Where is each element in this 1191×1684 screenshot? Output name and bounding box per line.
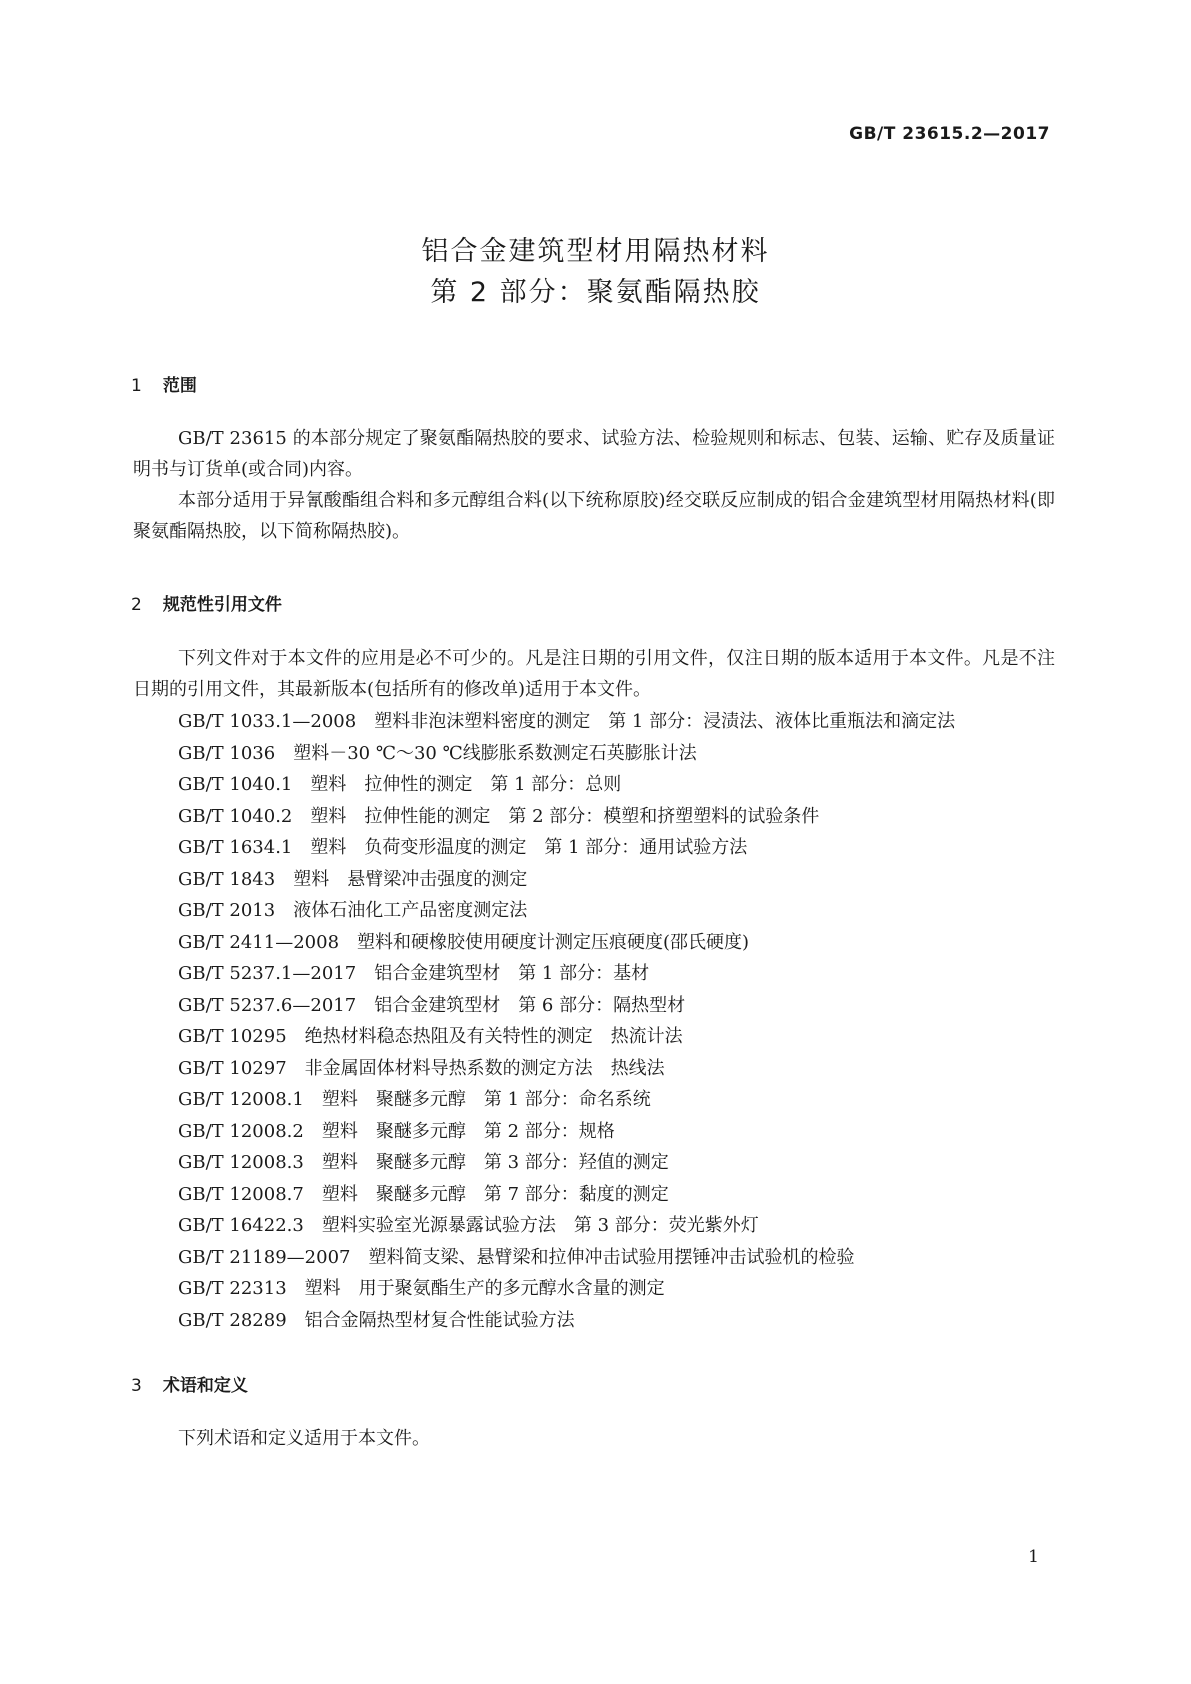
reference-code: GB/T 1040.1 <box>178 774 293 795</box>
reference-code: GB/T 1843 <box>178 868 276 890</box>
document-title-line1: 铝合金建筑型材用隔热材料 <box>421 236 770 267</box>
reference-title: 铝合金建筑型材 第 6 部分：隔热型材 <box>374 994 686 1016</box>
reference-item <box>178 738 1078 770</box>
reference-code: GB/T 1036 <box>178 742 276 764</box>
reference-title: 铝合金隔热型材复合性能试验方法 <box>304 1309 575 1331</box>
reference-item <box>178 769 1078 801</box>
section-1-paragraph-1: GB/T 23615 的本部分规定了聚氨酯隔热胶的要求、试验方法、检验规则和标志、包装、运输、贮存及质量证明书与订货单(或合同)内容。 <box>133 428 1055 480</box>
reference-item <box>178 958 1078 990</box>
normative-references-list <box>178 706 1078 1336</box>
reference-item <box>178 1116 1078 1148</box>
reference-item <box>178 832 1078 864</box>
reference-title: 塑料 悬臂梁冲击强度的测定 <box>293 868 528 890</box>
section-number: 3 <box>131 1376 142 1396</box>
reference-code: GB/T 5237.6—2017 <box>178 994 357 1016</box>
reference-title: 塑料－30 ℃～30 ℃线膨胀系数测定石英膨胀计法 <box>293 742 697 764</box>
reference-title: 塑料 聚醚多元醇 第 1 部分：命名系统 <box>321 1089 651 1110</box>
reference-title: 非金属固体材料导热系数的测定方法 热线法 <box>304 1057 665 1079</box>
reference-item <box>178 1179 1078 1211</box>
section-title: 范围 <box>162 376 197 396</box>
standard-number: GB/T 23615.2—2017 <box>849 124 1050 144</box>
reference-title: 塑料 拉伸性能的测定 第 2 部分：模塑和挤塑塑料的试验条件 <box>310 805 820 827</box>
section-3-paragraph-1: 下列术语和定义适用于本文件。 <box>178 1428 430 1449</box>
reference-code: GB/T 12008.3 <box>178 1152 304 1173</box>
reference-item <box>178 927 1078 959</box>
reference-item <box>178 801 1078 833</box>
section-title: 术语和定义 <box>162 1376 248 1396</box>
reference-item <box>178 990 1078 1022</box>
reference-code: GB/T 10295 <box>178 1026 287 1047</box>
reference-title: 铝合金建筑型材 第 1 部分：基材 <box>374 963 650 984</box>
reference-title: 液体石油化工产品密度测定法 <box>293 900 528 921</box>
reference-item <box>178 1273 1078 1305</box>
page-number: 1 <box>1028 1547 1039 1567</box>
reference-code: GB/T 12008.7 <box>178 1183 304 1205</box>
section-number: 1 <box>131 376 142 396</box>
reference-title: 塑料和硬橡胶使用硬度计测定压痕硬度(邵氏硬度) <box>357 931 750 953</box>
reference-code: GB/T 2013 <box>178 900 276 921</box>
section-2-heading <box>131 590 282 615</box>
section-1-paragraph-2: 本部分适用于异氰酸酯组合料和多元醇组合料(以下统称原胶)经交联反应制成的铝合金建筑型材用隔热材料(即聚氨酯隔热胶，以下简称隔热胶)。 <box>133 490 1055 542</box>
reference-code: GB/T 21189—2007 <box>178 1246 351 1268</box>
reference-item <box>178 1210 1078 1242</box>
reference-code: GB/T 16422.3 <box>178 1215 304 1236</box>
reference-title: 绝热材料稳态热阻及有关特性的测定 热流计法 <box>304 1026 683 1047</box>
reference-item <box>178 1242 1078 1274</box>
reference-item <box>178 1147 1078 1179</box>
reference-title: 塑料 聚醚多元醇 第 3 部分：羟值的测定 <box>321 1152 669 1173</box>
section-1-heading <box>131 371 197 396</box>
reference-title: 塑料非泡沫塑料密度的测定 第 1 部分：浸渍法、液体比重瓶法和滴定法 <box>374 711 956 732</box>
document-title-line2: 第 2 部分：聚氨酯隔热胶 <box>430 277 761 308</box>
reference-title: 塑料 聚醚多元醇 第 7 部分：黏度的测定 <box>321 1183 669 1205</box>
reference-item <box>178 1053 1078 1085</box>
reference-item <box>178 1084 1078 1116</box>
reference-title: 塑料 聚醚多元醇 第 2 部分：规格 <box>321 1120 615 1142</box>
reference-item <box>178 895 1078 927</box>
reference-title: 塑料简支梁、悬臂梁和拉伸冲击试验用摆锤冲击试验机的检验 <box>368 1246 855 1268</box>
section-2-paragraph-1: 下列文件对于本文件的应用是必不可少的。凡是注日期的引用文件，仅注日期的版本适用于本文件。凡是不注日期的引用文件，其最新版本(包括所有的修改单)适用于本文件。 <box>133 648 1055 700</box>
reference-item <box>178 1021 1078 1053</box>
reference-item <box>178 864 1078 896</box>
reference-code: GB/T 2411—2008 <box>178 931 340 953</box>
reference-code: GB/T 1033.1—2008 <box>178 711 357 732</box>
section-title: 规范性引用文件 <box>162 595 282 615</box>
section-number: 2 <box>131 595 142 615</box>
reference-title: 塑料 拉伸性的测定 第 1 部分：总则 <box>310 774 622 795</box>
reference-code: GB/T 12008.2 <box>178 1120 304 1142</box>
reference-title: 塑料 用于聚氨酯生产的多元醇水含量的测定 <box>304 1278 665 1299</box>
reference-code: GB/T 28289 <box>178 1309 287 1331</box>
reference-item <box>178 1305 1078 1337</box>
reference-code: GB/T 5237.1—2017 <box>178 963 357 984</box>
reference-code: GB/T 10297 <box>178 1057 287 1079</box>
reference-code: GB/T 22313 <box>178 1278 287 1299</box>
reference-code: GB/T 1040.2 <box>178 805 293 827</box>
section-3-heading <box>131 1371 248 1396</box>
reference-title: 塑料实验室光源暴露试验方法 第 3 部分：荧光紫外灯 <box>321 1215 759 1236</box>
reference-title: 塑料 负荷变形温度的测定 第 1 部分：通用试验方法 <box>310 837 748 858</box>
reference-code: GB/T 1634.1 <box>178 837 293 858</box>
reference-code: GB/T 12008.1 <box>178 1089 304 1110</box>
reference-item <box>178 706 1078 738</box>
